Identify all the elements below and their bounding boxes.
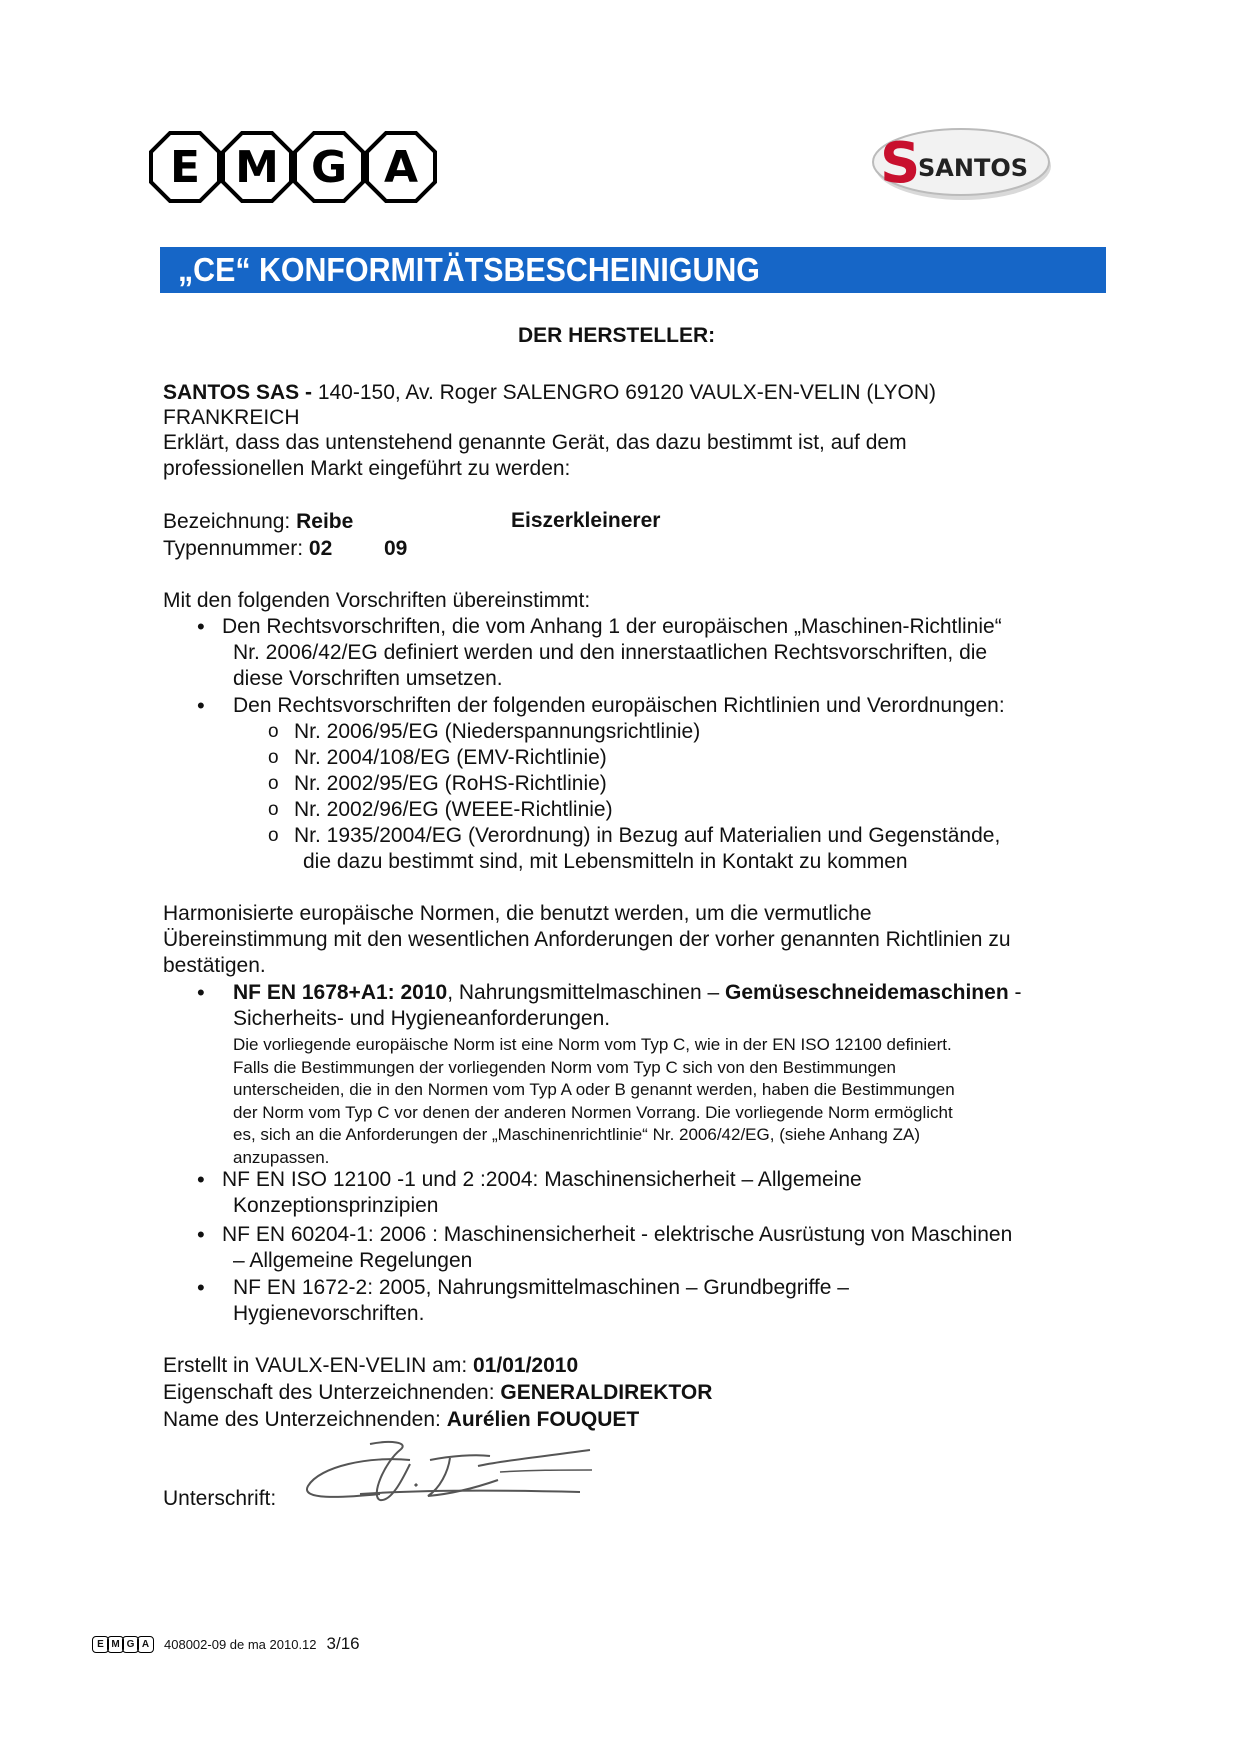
declaration-line-2: professionellen Markt eingeführt zu werden: (163, 457, 571, 480)
bullet-dot: • (197, 1275, 205, 1300)
emga-letter-e: E (148, 130, 222, 204)
issue-date: 01/01/2010 (473, 1354, 579, 1377)
footer (92, 1634, 360, 1654)
section-title: DER HERSTELLER: (518, 324, 716, 347)
sub-item-4: Nr. 2002/96/EG (WEEE-Richtlinie) (294, 798, 613, 821)
document-title: „CE“ KONFORMITÄTSBESCHEINIGUNG (178, 251, 760, 288)
footer-doc-ref: 408002-09 de ma 2010.12 (164, 1636, 317, 1652)
handwritten-signature (300, 1436, 600, 1514)
standard-1-note-6: anzupassen. (233, 1148, 330, 1167)
footer-page-number: 3/16 (326, 1634, 360, 1653)
type-value-1: 02 (308, 537, 333, 560)
standard-1-code: NF EN 1678+A1: 2010 (233, 981, 448, 1004)
signature-label: Unterschrift: (163, 1487, 277, 1510)
standard-1-note-5: es, sich an die Anforderungen der „Maschinenrichtlinie“ Nr. 2006/42/EG, (siehe Anhang ZA) (233, 1125, 920, 1144)
regulation-1-line-3: diese Vorschriften umsetzen. (233, 667, 503, 690)
place-date-line (163, 1353, 578, 1379)
bullet-dot: • (197, 693, 205, 718)
signer-role: GENERALDIREKTOR (500, 1381, 713, 1404)
standard-1-line-1: NF EN 1678+A1: 2010, Nahrungsmittelmaschinen – Gemüseschneidemaschinen - (233, 981, 1022, 1004)
sub-bullet: o (268, 825, 279, 846)
regulation-1-line-2: Nr. 2006/42/EG definiert werden und den innerstaatlichen Rechtsvorschriften, die (233, 641, 988, 664)
sub-item-5: Nr. 1935/2004/EG (Verordnung) in Bezug auf Materialien und Gegenstände, (294, 824, 1001, 847)
standard-2-line-2: Konzeptionsprinzipien (233, 1194, 439, 1217)
manufacturer-line (163, 380, 936, 406)
svg-text:S: S (880, 131, 921, 196)
designation-label: Bezeichnung: (163, 510, 291, 533)
sub-bullet: o (268, 799, 279, 820)
manufacturer-name: SANTOS SAS - (163, 381, 312, 404)
standards-intro-3: bestätigen. (163, 954, 266, 977)
sub-item-3: Nr. 2002/95/EG (RoHS-Richtlinie) (294, 772, 607, 795)
emga-letter-g: G (292, 130, 366, 204)
standard-1-title: Gemüseschneidemaschinen (725, 981, 1009, 1004)
manufacturer-address: 140-150, Av. Roger SALENGRO 69120 VAULX-EN-VELIN (LYON) (317, 381, 937, 404)
role-label: Eigenschaft des Unterzeichnenden: (163, 1381, 495, 1404)
sub-bullet: o (268, 721, 279, 742)
emga-letter-m: M (220, 130, 294, 204)
sub-bullet: o (268, 747, 279, 768)
bullet-dot: • (197, 1222, 205, 1247)
type-value-2: 09 (384, 537, 408, 560)
standard-1-note-3: unterscheiden, die in den Normen vom Typ A oder B genannt werden, haben die Bestimmungen (233, 1080, 955, 1099)
sub-item-2: Nr. 2004/108/EG (EMV-Richtlinie) (294, 746, 607, 769)
standards-intro-2: Übereinstimmung mit den wesentlichen Anforderungen der vorher genannten Richtlinien zu (163, 928, 1011, 951)
standard-4-line-2: Hygienevorschriften. (233, 1302, 425, 1325)
regulation-1-line-1: Den Rechtsvorschriften, die vom Anhang 1 der europäischen „Maschinen-Richtlinie“ (222, 615, 1002, 638)
declaration-line-1: Erklärt, dass das untenstehend genannte Gerät, das dazu bestimmt ist, auf dem (163, 431, 907, 454)
type-label: Typennummer: (163, 537, 304, 560)
standard-4-line-1: NF EN 1672-2: 2005, Nahrungsmittelmaschinen – Grundbegriffe – (233, 1276, 849, 1299)
designation-second: Eiszerkleinerer (511, 509, 661, 532)
signer-name: Aurélien FOUQUET (446, 1408, 640, 1431)
sub-bullet: o (268, 773, 279, 794)
name-line (163, 1407, 639, 1433)
emga-letter-a: A (364, 130, 438, 204)
standard-3-line-1: NF EN 60204-1: 2006 : Maschinensicherheit - elektrische Ausrüstung von Maschinen (222, 1223, 1013, 1246)
sub-item-5-continuation: die dazu bestimmt sind, mit Lebensmitteln in Kontakt zu kommen (303, 850, 908, 873)
bullet-dot: • (197, 614, 205, 639)
bullet-dot: • (197, 1167, 205, 1192)
standard-1-line-2: Sicherheits- und Hygieneanforderungen. (233, 1007, 611, 1030)
name-label: Name des Unterzeichnenden: (163, 1408, 441, 1431)
standard-2-line-1: NF EN ISO 12100 -1 und 2 :2004: Maschinensicherheit – Allgemeine (222, 1168, 862, 1191)
standard-1-note-4: der Norm vom Typ C vor denen der anderen Normen Vorrang. Die vorliegende Norm ermöglicht (233, 1103, 953, 1122)
standards-intro-1: Harmonisierte europäische Normen, die benutzt werden, um die vermutliche (163, 902, 872, 925)
role-line (163, 1380, 712, 1406)
standard-1-note-2: Falls die Bestimmungen der vorliegenden Norm vom Typ C sich von den Bestimmungen (233, 1058, 896, 1077)
emga-logo (148, 130, 436, 204)
santos-logo (868, 120, 1054, 204)
footer-emga-logo: E M G A (92, 1636, 152, 1653)
designation-value: Reibe (296, 510, 354, 533)
standard-3-line-2: – Allgemeine Regelungen (233, 1249, 473, 1272)
sub-item-1: Nr. 2006/95/EG (Niederspannungsrichtlinie) (294, 720, 701, 743)
regulations-intro: Mit den folgenden Vorschriften übereinstimmt: (163, 589, 591, 612)
designation-line (163, 509, 353, 535)
bullet-dot: • (197, 980, 205, 1005)
manufacturer-country: FRANKREICH (163, 406, 300, 429)
type-line (163, 536, 332, 562)
title-banner (160, 247, 1106, 293)
regulation-2: Den Rechtsvorschriften der folgenden europäischen Richtlinien und Verordnungen: (233, 694, 1005, 717)
svg-text:SANTOS: SANTOS (918, 154, 1029, 182)
standard-1-note-1: Die vorliegende europäische Norm ist eine Norm vom Typ C, wie in der EN ISO 12100 definiert. (233, 1035, 952, 1054)
place-label: Erstellt in VAULX-EN-VELIN am: (163, 1354, 468, 1377)
